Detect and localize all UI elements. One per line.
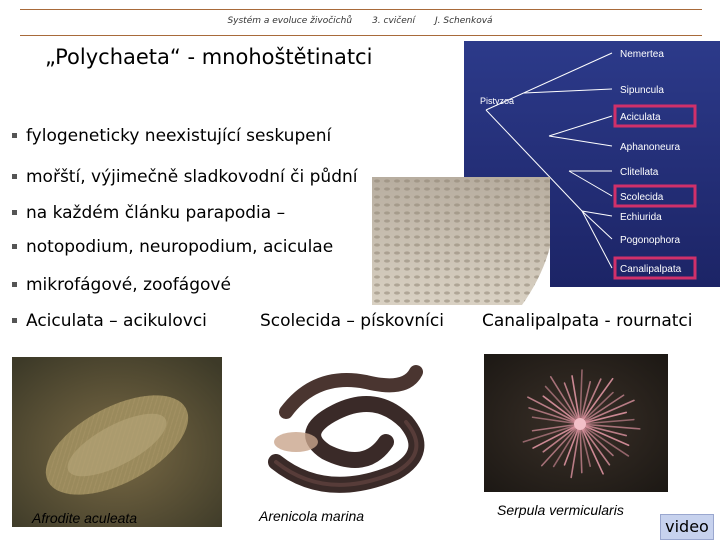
afrodite-photo: [12, 357, 222, 527]
taxon-label: Canalipalpata: [620, 264, 682, 275]
bullet-text: mořští, výjimečně sladkovodní či půdní: [26, 167, 358, 187]
bullet-marker-icon: [12, 210, 17, 215]
header-course: Systém a evoluce živočichů: [227, 16, 353, 26]
taxon-label: Clitellata: [620, 167, 659, 178]
column-heading-scolecida: Scolecida – pískovníci: [260, 311, 444, 331]
caption-arenicola: Arenicola marina: [259, 508, 365, 524]
taxon-label: Scolecida: [620, 192, 664, 203]
bullet-marker-icon: [12, 244, 17, 249]
arenicola-photo: [256, 352, 444, 502]
taxon-label: Sipuncula: [620, 85, 664, 96]
serpula-photo: [484, 354, 668, 492]
bullet-marker-icon: [12, 133, 17, 138]
taxon-label: Aphanoneura: [620, 142, 681, 153]
header-line: [0, 16, 720, 26]
header-top-rule: [20, 9, 702, 10]
sand-flat-photo: [372, 177, 550, 305]
bullet-text: fylogeneticky neexistující seskupení: [26, 126, 332, 146]
video-button[interactable]: video: [660, 514, 714, 540]
header-session: 3. cvičení: [372, 16, 415, 26]
caption-serpula: Serpula vermicularis: [497, 502, 624, 518]
bullet-item: [12, 311, 207, 331]
slide-title: „Polychaeta“ - mnohoštětinatci: [45, 45, 373, 69]
bullet-marker-icon: [12, 318, 17, 323]
header-bottom-rule: [20, 35, 702, 36]
bullet-marker-icon: [12, 174, 17, 179]
phylogeny-root-label: Pistyzoa: [480, 96, 515, 106]
bullet-text: mikrofágové, zoofágové: [26, 275, 231, 295]
bullet-item: [12, 237, 333, 257]
bullet-item: [12, 126, 331, 146]
bullet-text: na každém článku parapodia –: [26, 203, 286, 223]
column-heading-canalipalpata: Canalipalpata - rournatci: [482, 311, 693, 331]
taxon-label: Nemertea: [620, 49, 664, 60]
bullet-item: [12, 167, 357, 187]
bullet-item: [12, 275, 231, 295]
bullet-marker-icon: [12, 282, 17, 287]
taxon-label: Aciculata: [620, 112, 661, 123]
bullet-text: Aciculata – acikulovci: [26, 311, 207, 331]
bullet-text: notopodium, neuropodium, aciculae: [26, 237, 334, 257]
bullet-item: [12, 203, 285, 223]
taxon-label: Echiurida: [620, 212, 662, 223]
caption-afrodite: Afrodite aculeata: [32, 510, 138, 526]
header-author: J. Schenková: [435, 16, 493, 26]
taxon-label: Pogonophora: [620, 235, 681, 246]
